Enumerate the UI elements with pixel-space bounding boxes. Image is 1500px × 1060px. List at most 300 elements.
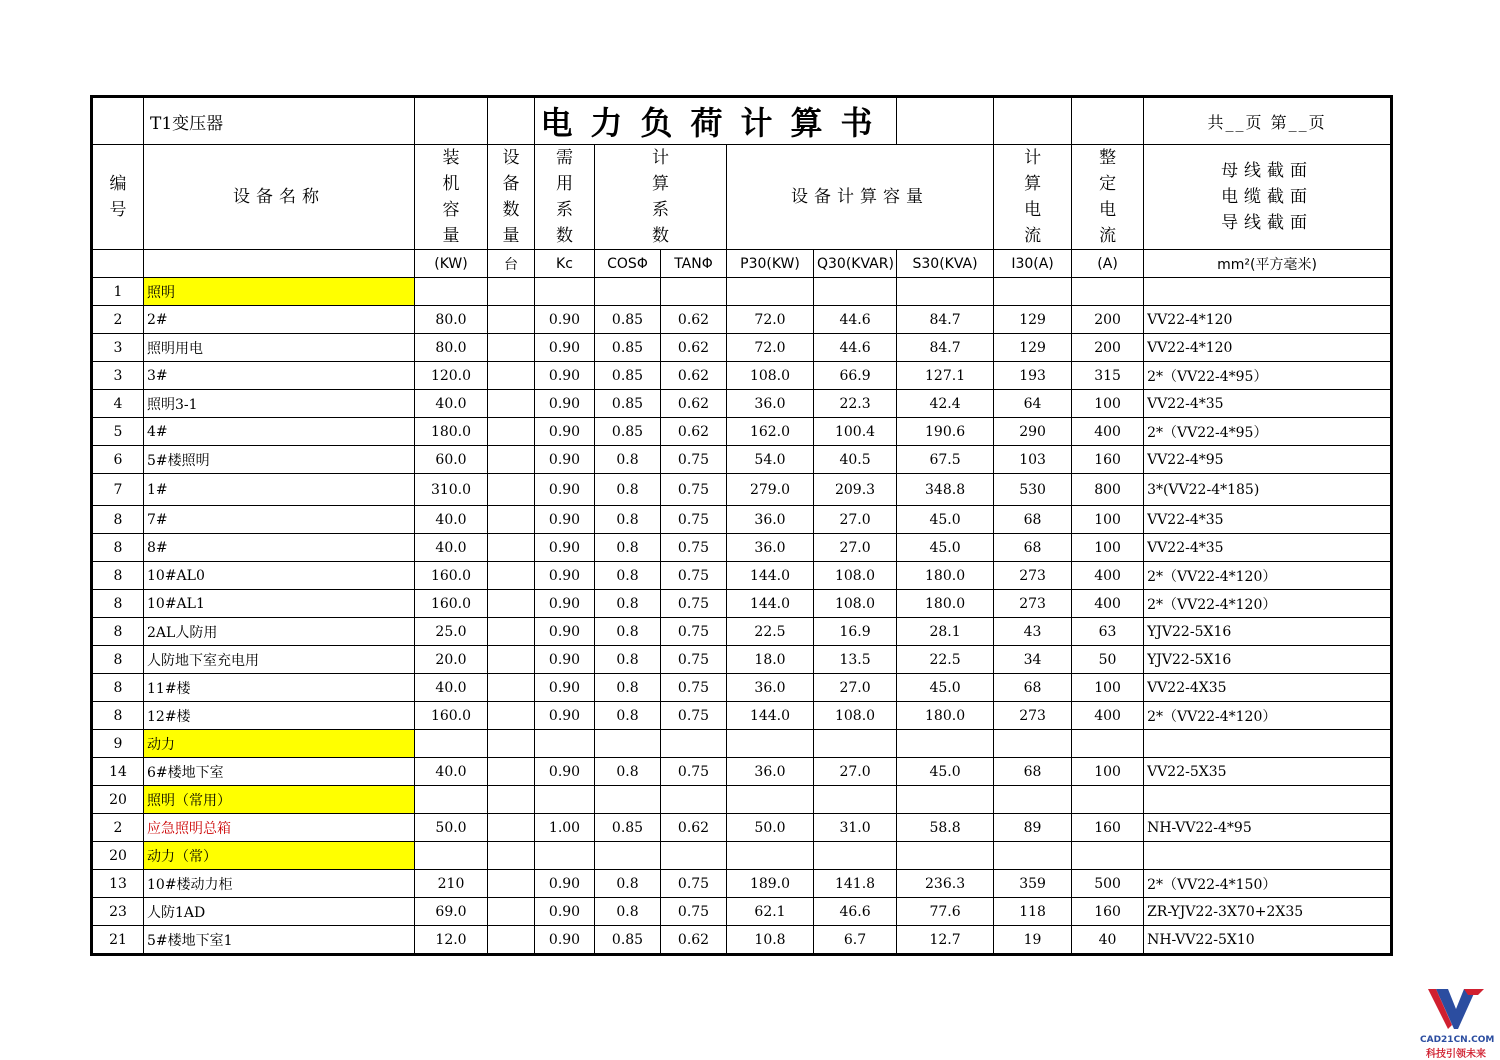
table-row xyxy=(92,926,1392,955)
row-number-cell: 8 xyxy=(92,506,144,534)
table-row xyxy=(92,506,1392,534)
cable-section-cell: 2*（VV22-4*120） xyxy=(1144,702,1392,730)
row-number-cell: 8 xyxy=(92,702,144,730)
tan-cell: 0.75 xyxy=(661,590,727,618)
capacity-cell xyxy=(415,786,488,814)
device-name-cell: 5#楼地下室1 xyxy=(144,926,415,955)
kc-cell: 0.90 xyxy=(535,674,595,702)
q30-cell: 31.0 xyxy=(814,814,897,842)
s30-cell: 45.0 xyxy=(897,506,994,534)
data-rows xyxy=(92,278,1392,955)
s30-cell: 190.6 xyxy=(897,418,994,446)
capacity-cell: 160.0 xyxy=(415,590,488,618)
col-kc-header: 需用系数 xyxy=(556,148,573,246)
p30-cell: 144.0 xyxy=(727,590,814,618)
i30-cell: 43 xyxy=(994,618,1072,646)
count-cell xyxy=(488,590,535,618)
row-number-cell: 8 xyxy=(92,618,144,646)
s30-cell: 180.0 xyxy=(897,702,994,730)
cos-cell: 0.85 xyxy=(595,362,661,390)
capacity-cell: 80.0 xyxy=(415,306,488,334)
device-name-cell: 应急照明总箱 xyxy=(144,814,415,842)
table-row xyxy=(92,646,1392,674)
cos-cell: 0.8 xyxy=(595,870,661,898)
count-cell xyxy=(488,814,535,842)
cable-section-cell: VV22-4*35 xyxy=(1144,534,1392,562)
device-name-cell: 照明（常用） xyxy=(144,786,415,814)
kc-cell: 0.90 xyxy=(535,474,595,506)
table-row xyxy=(92,590,1392,618)
s30-cell: 348.8 xyxy=(897,474,994,506)
tan-cell xyxy=(661,786,727,814)
i30-cell: 129 xyxy=(994,334,1072,362)
p30-cell: 36.0 xyxy=(727,534,814,562)
i30-cell: 290 xyxy=(994,418,1072,446)
capacity-cell: 310.0 xyxy=(415,474,488,506)
set-current-cell: 315 xyxy=(1072,362,1144,390)
i30-cell: 273 xyxy=(994,562,1072,590)
p30-cell xyxy=(727,786,814,814)
set-current-cell: 50 xyxy=(1072,646,1144,674)
tan-cell: 0.75 xyxy=(661,898,727,926)
i30-cell: 530 xyxy=(994,474,1072,506)
capacity-cell: 40.0 xyxy=(415,390,488,418)
p30-cell: 10.8 xyxy=(727,926,814,955)
q30-cell: 22.3 xyxy=(814,390,897,418)
col-current-header: 计算电流 xyxy=(1024,148,1042,246)
capacity-cell: 50.0 xyxy=(415,814,488,842)
kc-cell: 0.90 xyxy=(535,702,595,730)
i30-cell: 68 xyxy=(994,506,1072,534)
row-number-cell: 20 xyxy=(92,842,144,870)
q30-cell: 108.0 xyxy=(814,562,897,590)
count-cell xyxy=(488,278,535,306)
cable-section-cell: VV22-4*95 xyxy=(1144,446,1392,474)
i30-cell: 64 xyxy=(994,390,1072,418)
q30-cell: 27.0 xyxy=(814,758,897,786)
kc-cell xyxy=(535,842,595,870)
kc-cell: 0.90 xyxy=(535,618,595,646)
col-set-current-header: 整定电流 xyxy=(1099,148,1117,246)
table-row xyxy=(92,898,1392,926)
i30-cell: 68 xyxy=(994,674,1072,702)
tan-cell: 0.75 xyxy=(661,618,727,646)
watermark-slogan: 科技引领未来 xyxy=(1426,1049,1486,1060)
capacity-cell: 12.0 xyxy=(415,926,488,955)
table-row xyxy=(92,730,1392,758)
tan-cell: 0.75 xyxy=(661,534,727,562)
watermark-site: CAD21CN.COM xyxy=(1420,1035,1495,1045)
capacity-cell: 40.0 xyxy=(415,534,488,562)
q30-cell: 46.6 xyxy=(814,898,897,926)
table-row xyxy=(92,786,1392,814)
table-row xyxy=(92,870,1392,898)
load-table xyxy=(90,95,1393,956)
title-row xyxy=(92,97,1392,145)
p30-cell: 144.0 xyxy=(727,562,814,590)
p30-cell: 36.0 xyxy=(727,674,814,702)
count-cell xyxy=(488,786,535,814)
cos-cell xyxy=(595,278,661,306)
q30-cell xyxy=(814,786,897,814)
q30-cell xyxy=(814,730,897,758)
kc-cell: 0.90 xyxy=(535,646,595,674)
header-row xyxy=(92,145,1392,250)
set-current-cell: 500 xyxy=(1072,870,1144,898)
count-cell xyxy=(488,562,535,590)
cos-cell: 0.8 xyxy=(595,506,661,534)
cable-section-cell: VV22-4X35 xyxy=(1144,674,1392,702)
count-cell xyxy=(488,474,535,506)
row-number-cell: 21 xyxy=(92,926,144,955)
table-row xyxy=(92,674,1392,702)
kc-cell: 0.90 xyxy=(535,390,595,418)
unit-q30: Q30(KVAR) xyxy=(814,250,897,278)
q30-cell: 141.8 xyxy=(814,870,897,898)
kc-cell: 0.90 xyxy=(535,870,595,898)
i30-cell: 118 xyxy=(994,898,1072,926)
s30-cell: 12.7 xyxy=(897,926,994,955)
unit-capacity: (KW) xyxy=(415,250,488,278)
q30-cell: 44.6 xyxy=(814,306,897,334)
p30-cell: 162.0 xyxy=(727,418,814,446)
count-cell xyxy=(488,618,535,646)
transformer-name: T1变压器 xyxy=(144,97,415,145)
tan-cell: 0.75 xyxy=(661,506,727,534)
page-indicator: 共__页 第__页 xyxy=(1144,97,1392,145)
tan-cell: 0.62 xyxy=(661,814,727,842)
kc-cell xyxy=(535,278,595,306)
set-current-cell xyxy=(1072,786,1144,814)
s30-cell: 77.6 xyxy=(897,898,994,926)
tan-cell: 0.62 xyxy=(661,926,727,955)
i30-cell xyxy=(994,786,1072,814)
cos-cell: 0.8 xyxy=(595,646,661,674)
kc-cell: 0.90 xyxy=(535,590,595,618)
kc-cell: 0.90 xyxy=(535,306,595,334)
unit-kc: Kc xyxy=(535,250,595,278)
tan-cell: 0.75 xyxy=(661,446,727,474)
count-cell xyxy=(488,534,535,562)
tan-cell xyxy=(661,730,727,758)
count-cell xyxy=(488,506,535,534)
kc-cell: 0.90 xyxy=(535,506,595,534)
table-row xyxy=(92,474,1392,506)
device-name-cell: 照明3-1 xyxy=(144,390,415,418)
cable-section-cell: VV22-5X35 xyxy=(1144,758,1392,786)
device-name-cell: 照明用电 xyxy=(144,334,415,362)
capacity-cell xyxy=(415,278,488,306)
set-current-cell: 400 xyxy=(1072,702,1144,730)
q30-cell: 27.0 xyxy=(814,506,897,534)
set-current-cell: 100 xyxy=(1072,506,1144,534)
tan-cell: 0.62 xyxy=(661,334,727,362)
i30-cell: 68 xyxy=(994,534,1072,562)
p30-cell: 36.0 xyxy=(727,506,814,534)
i30-cell: 129 xyxy=(994,306,1072,334)
col-capacity-header: 装机容量 xyxy=(442,148,460,246)
cos-cell: 0.85 xyxy=(595,306,661,334)
s30-cell: 45.0 xyxy=(897,758,994,786)
kc-cell: 0.90 xyxy=(535,446,595,474)
unit-cos: COSΦ xyxy=(595,250,661,278)
count-cell xyxy=(488,418,535,446)
cable-section-cell xyxy=(1144,278,1392,306)
row-number-cell: 1 xyxy=(92,278,144,306)
watermark-logo xyxy=(1420,985,1495,1060)
s30-cell: 22.5 xyxy=(897,646,994,674)
cos-cell: 0.85 xyxy=(595,814,661,842)
row-number-cell: 23 xyxy=(92,898,144,926)
table-row xyxy=(92,758,1392,786)
cable-section-cell: 2*（VV22-4*120） xyxy=(1144,562,1392,590)
p30-cell: 189.0 xyxy=(727,870,814,898)
p30-cell: 36.0 xyxy=(727,758,814,786)
set-current-cell: 63 xyxy=(1072,618,1144,646)
row-number-cell: 8 xyxy=(92,534,144,562)
kc-cell: 0.90 xyxy=(535,418,595,446)
set-current-cell: 160 xyxy=(1072,814,1144,842)
device-name-cell: 动力（常） xyxy=(144,842,415,870)
table-row xyxy=(92,390,1392,418)
count-cell xyxy=(488,870,535,898)
document-title: 电力负荷计算书 xyxy=(535,97,897,145)
count-cell xyxy=(488,646,535,674)
capacity-cell xyxy=(415,842,488,870)
capacity-cell: 80.0 xyxy=(415,334,488,362)
cos-cell: 0.8 xyxy=(595,534,661,562)
s30-cell xyxy=(897,842,994,870)
s30-cell: 42.4 xyxy=(897,390,994,418)
kc-cell: 0.90 xyxy=(535,534,595,562)
set-current-cell xyxy=(1072,842,1144,870)
capacity-cell: 120.0 xyxy=(415,362,488,390)
i30-cell: 193 xyxy=(994,362,1072,390)
kc-cell: 0.90 xyxy=(535,362,595,390)
cable-section-cell: NH-VV22-5X10 xyxy=(1144,926,1392,955)
capacity-cell: 40.0 xyxy=(415,674,488,702)
kc-cell: 0.90 xyxy=(535,334,595,362)
s30-cell: 58.8 xyxy=(897,814,994,842)
s30-cell: 236.3 xyxy=(897,870,994,898)
p30-cell: 279.0 xyxy=(727,474,814,506)
device-name-cell: 10#AL0 xyxy=(144,562,415,590)
s30-cell: 180.0 xyxy=(897,590,994,618)
cable-section-cell: YJV22-5X16 xyxy=(1144,646,1392,674)
count-cell xyxy=(488,758,535,786)
capacity-cell: 160.0 xyxy=(415,562,488,590)
count-cell xyxy=(488,842,535,870)
table-row xyxy=(92,534,1392,562)
table-row xyxy=(92,618,1392,646)
cos-cell: 0.8 xyxy=(595,590,661,618)
count-cell xyxy=(488,446,535,474)
device-name-cell: 照明 xyxy=(144,278,415,306)
cos-cell xyxy=(595,842,661,870)
q30-cell xyxy=(814,278,897,306)
col-count-header: 设备数量 xyxy=(502,148,520,246)
count-cell xyxy=(488,926,535,955)
set-current-cell: 100 xyxy=(1072,674,1144,702)
table-row xyxy=(92,362,1392,390)
count-cell xyxy=(488,390,535,418)
q30-cell: 27.0 xyxy=(814,674,897,702)
unit-i30: I30(A) xyxy=(994,250,1072,278)
i30-cell: 103 xyxy=(994,446,1072,474)
q30-cell: 16.9 xyxy=(814,618,897,646)
table-row xyxy=(92,446,1392,474)
tan-cell xyxy=(661,842,727,870)
device-name-cell: 7# xyxy=(144,506,415,534)
set-current-cell xyxy=(1072,730,1144,758)
set-current-cell: 100 xyxy=(1072,758,1144,786)
device-name-cell: 动力 xyxy=(144,730,415,758)
p30-cell: 50.0 xyxy=(727,814,814,842)
device-name-cell: 人防地下室充电用 xyxy=(144,646,415,674)
i30-cell xyxy=(994,842,1072,870)
load-calculation-sheet xyxy=(90,95,1390,956)
s30-cell: 180.0 xyxy=(897,562,994,590)
cable-section-cell: VV22-4*120 xyxy=(1144,334,1392,362)
set-current-cell: 400 xyxy=(1072,418,1144,446)
capacity-cell: 20.0 xyxy=(415,646,488,674)
set-current-cell: 800 xyxy=(1072,474,1144,506)
row-number-cell: 8 xyxy=(92,590,144,618)
set-current-cell: 40 xyxy=(1072,926,1144,955)
device-name-cell: 1# xyxy=(144,474,415,506)
p30-cell: 144.0 xyxy=(727,702,814,730)
device-name-cell: 8# xyxy=(144,534,415,562)
device-name-cell: 5#楼照明 xyxy=(144,446,415,474)
row-number-cell: 20 xyxy=(92,786,144,814)
device-name-cell: 10#AL1 xyxy=(144,590,415,618)
col-calc-capacity-header: 设备计算容量 xyxy=(727,145,994,250)
p30-cell: 72.0 xyxy=(727,306,814,334)
cable-section-cell: ZR-YJV22-3X70+2X35 xyxy=(1144,898,1392,926)
row-number-cell: 8 xyxy=(92,562,144,590)
tan-cell: 0.62 xyxy=(661,362,727,390)
tan-cell: 0.75 xyxy=(661,646,727,674)
set-current-cell: 200 xyxy=(1072,334,1144,362)
kc-cell: 0.90 xyxy=(535,562,595,590)
row-number-cell: 5 xyxy=(92,418,144,446)
cos-cell: 0.8 xyxy=(595,674,661,702)
cable-section-cell: 2*（VV22-4*120） xyxy=(1144,590,1392,618)
set-current-cell: 160 xyxy=(1072,446,1144,474)
unit-set-current: (A) xyxy=(1072,250,1144,278)
p30-cell: 62.1 xyxy=(727,898,814,926)
p30-cell: 22.5 xyxy=(727,618,814,646)
cable-section-cell: VV22-4*35 xyxy=(1144,506,1392,534)
col-no-header: 编号 xyxy=(109,174,127,220)
s30-cell: 28.1 xyxy=(897,618,994,646)
cable-section-cell xyxy=(1144,786,1392,814)
row-number-cell: 8 xyxy=(92,646,144,674)
set-current-cell: 200 xyxy=(1072,306,1144,334)
kc-cell: 1.00 xyxy=(535,814,595,842)
cable-section-cell xyxy=(1144,730,1392,758)
cos-cell: 0.8 xyxy=(595,898,661,926)
q30-cell xyxy=(814,842,897,870)
cable-section-cell: 3*(VV22-4*185) xyxy=(1144,474,1392,506)
capacity-cell: 210 xyxy=(415,870,488,898)
tan-cell: 0.62 xyxy=(661,418,727,446)
set-current-cell xyxy=(1072,278,1144,306)
device-name-cell: 2# xyxy=(144,306,415,334)
capacity-cell: 69.0 xyxy=(415,898,488,926)
s30-cell xyxy=(897,278,994,306)
capacity-cell xyxy=(415,730,488,758)
row-number-cell: 7 xyxy=(92,474,144,506)
set-current-cell: 400 xyxy=(1072,562,1144,590)
cos-cell: 0.8 xyxy=(595,562,661,590)
p30-cell xyxy=(727,278,814,306)
i30-cell: 19 xyxy=(994,926,1072,955)
table-row xyxy=(92,842,1392,870)
row-number-cell: 3 xyxy=(92,334,144,362)
i30-cell: 34 xyxy=(994,646,1072,674)
capacity-cell: 25.0 xyxy=(415,618,488,646)
count-cell xyxy=(488,306,535,334)
p30-cell xyxy=(727,842,814,870)
cos-cell: 0.8 xyxy=(595,758,661,786)
table-row xyxy=(92,334,1392,362)
row-number-cell: 8 xyxy=(92,674,144,702)
count-cell xyxy=(488,898,535,926)
capacity-cell: 40.0 xyxy=(415,758,488,786)
cos-cell: 0.8 xyxy=(595,446,661,474)
p30-cell: 108.0 xyxy=(727,362,814,390)
s30-cell: 45.0 xyxy=(897,534,994,562)
row-number-cell: 2 xyxy=(92,814,144,842)
col-calc-coef-header: 计算系数 xyxy=(652,148,669,246)
q30-cell: 13.5 xyxy=(814,646,897,674)
s30-cell xyxy=(897,730,994,758)
i30-cell: 68 xyxy=(994,758,1072,786)
cable-section-cell: VV22-4*35 xyxy=(1144,390,1392,418)
cable-section-cell: 2*（VV22-4*95） xyxy=(1144,418,1392,446)
kc-cell: 0.90 xyxy=(535,898,595,926)
i30-cell: 273 xyxy=(994,590,1072,618)
s30-cell: 84.7 xyxy=(897,334,994,362)
q30-cell: 27.0 xyxy=(814,534,897,562)
i30-cell: 89 xyxy=(994,814,1072,842)
s30-cell: 84.7 xyxy=(897,306,994,334)
i30-cell: 359 xyxy=(994,870,1072,898)
device-name-cell: 人防1AD xyxy=(144,898,415,926)
cable-section-cell xyxy=(1144,842,1392,870)
p30-cell: 36.0 xyxy=(727,390,814,418)
kc-cell xyxy=(535,730,595,758)
row-number-cell: 3 xyxy=(92,362,144,390)
row-number-cell: 13 xyxy=(92,870,144,898)
cable-section-cell: VV22-4*120 xyxy=(1144,306,1392,334)
kc-cell: 0.90 xyxy=(535,758,595,786)
row-number-cell: 14 xyxy=(92,758,144,786)
table-row xyxy=(92,278,1392,306)
unit-row xyxy=(92,250,1392,278)
capacity-cell: 180.0 xyxy=(415,418,488,446)
table-row xyxy=(92,418,1392,446)
tan-cell: 0.75 xyxy=(661,674,727,702)
unit-count: 台 xyxy=(488,250,535,278)
set-current-cell: 100 xyxy=(1072,534,1144,562)
tan-cell xyxy=(661,278,727,306)
s30-cell xyxy=(897,786,994,814)
cos-cell: 0.85 xyxy=(595,390,661,418)
set-current-cell: 400 xyxy=(1072,590,1144,618)
q30-cell: 44.6 xyxy=(814,334,897,362)
